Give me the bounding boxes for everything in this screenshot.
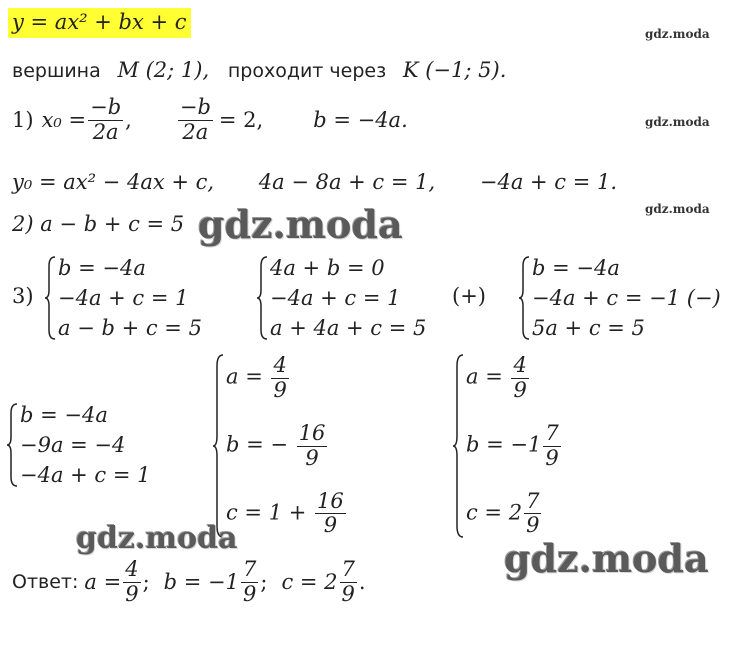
fraction-denominator: 2a (182, 119, 209, 144)
watermark-large: gdz.moda (504, 536, 709, 581)
answer-a-fraction (123, 558, 140, 606)
system-row: b = −4a (532, 256, 620, 280)
c-lhs: c = 2 (466, 500, 523, 525)
answer-c-fraction (340, 558, 357, 606)
b-fraction (543, 422, 560, 470)
system-row: −4a + c = 1 (270, 285, 401, 310)
plus-sign: (+) (452, 284, 486, 308)
system-row: 4a + b = 0 (270, 256, 385, 280)
fraction-numerator: −b (90, 95, 122, 119)
watermark-small: gdz.moda (645, 202, 710, 216)
c-fraction (315, 490, 346, 538)
system-row (226, 490, 348, 538)
equation-header (8, 12, 191, 33)
vertex-word: вершина (12, 60, 101, 82)
b-lhs: b = −1 (466, 432, 542, 457)
c-fraction (524, 490, 541, 538)
fraction-numerator: 4 (125, 557, 139, 581)
fraction-denominator: 9 (243, 581, 257, 606)
system-row: −4a + c = 1 (20, 462, 151, 487)
left-brace-icon (256, 256, 268, 340)
system-row: a + 4a + c = 5 (270, 315, 427, 340)
y0-simplified: −4a + c = 1. (479, 170, 618, 194)
step2-line: 2) a − b + c = 5 (12, 212, 185, 236)
watermark-small: gdz.moda (645, 27, 710, 41)
fraction-denominator: 9 (125, 581, 139, 606)
system-1-rows (58, 256, 202, 340)
system-row: b = −4a (58, 256, 146, 280)
y0-line (12, 172, 617, 193)
a-fraction (511, 354, 528, 402)
separator: ; (260, 569, 268, 594)
system-row: −4a + c = 1 (58, 285, 189, 310)
fraction-denominator: 9 (323, 513, 338, 538)
fraction-denominator: 9 (545, 445, 559, 470)
system-row (466, 354, 563, 402)
system-row (226, 354, 348, 402)
fraction-denominator: 2a (92, 119, 119, 144)
fraction-numerator: 7 (243, 557, 257, 581)
system-row (466, 490, 563, 538)
fraction-equals-two: = 2, (218, 107, 264, 132)
system-a-rows (20, 403, 151, 487)
fraction-numerator: 7 (526, 488, 540, 513)
system-3-rows (532, 256, 721, 340)
system-row: 5a + c = 5 (532, 315, 645, 340)
system-row (466, 422, 563, 470)
y0-substitution: 4a − 8a + c = 1, (258, 170, 436, 194)
c-lhs: c = 1 + (226, 500, 307, 525)
system-3 (518, 256, 721, 340)
system-row: b = −4a (20, 403, 108, 427)
answer-b-fraction (241, 558, 258, 606)
x0-fraction (88, 96, 123, 144)
fraction-numerator: 16 (298, 420, 326, 445)
system-c (452, 354, 563, 538)
answer-b-lhs: b = −1 (163, 569, 239, 594)
condition-line (12, 60, 506, 81)
y0-equation: y₀ = ax² − 4ax + c, (12, 170, 215, 194)
system-row: −9a = −4 (20, 432, 126, 457)
period: . (358, 569, 366, 594)
step1-label: 1) (12, 107, 34, 132)
left-brace-icon (6, 403, 18, 487)
answer-label: Ответ: (12, 570, 79, 593)
separator: ; (142, 569, 150, 594)
vertex-fraction (178, 96, 213, 144)
fraction-denominator: 9 (273, 377, 287, 402)
comma: , (125, 107, 132, 132)
step3-label: 3) (12, 284, 34, 308)
system-row: a − b + c = 5 (58, 315, 202, 340)
a-fraction (271, 354, 288, 402)
fraction-numerator: 16 (317, 488, 344, 513)
fraction-denominator: 9 (526, 513, 540, 538)
answer-a-lhs: a = (84, 569, 122, 594)
fraction-numerator: 4 (273, 353, 287, 377)
left-brace-icon (212, 354, 224, 538)
answer-line (12, 558, 366, 606)
a-lhs: a = (226, 364, 263, 389)
watermark-large: gdz.moda (198, 202, 403, 247)
fraction-denominator: 9 (341, 581, 355, 606)
left-brace-icon (44, 256, 56, 340)
fraction-denominator: 9 (305, 445, 319, 470)
fraction-numerator: 7 (341, 557, 355, 581)
watermark-small: gdz.moda (645, 115, 710, 129)
b-result: b = −4a. (313, 107, 408, 132)
answer-c-lhs: c = 2 (281, 569, 338, 594)
fraction-numerator: 7 (545, 420, 559, 445)
watermark-medium: gdz.moda (76, 521, 238, 556)
left-brace-icon (452, 354, 464, 538)
equation-text: y = ax² + bx + c (8, 8, 191, 38)
system-row (226, 422, 348, 470)
x0-lhs: x₀ = (41, 107, 87, 132)
system-b-rows (226, 354, 348, 538)
fraction-numerator: 4 (513, 353, 527, 377)
system-2-rows (270, 256, 426, 340)
a-lhs: a = (466, 364, 503, 389)
given-point: K (−1; 5). (402, 58, 507, 82)
left-brace-icon (518, 256, 530, 340)
system-a (6, 403, 151, 487)
system-1 (44, 256, 202, 340)
fraction-denominator: 9 (513, 377, 527, 402)
passes-through-text: проходит через (227, 60, 387, 82)
vertex-point: M (2; 1), (117, 58, 210, 82)
system-c-rows (466, 354, 563, 538)
b-fraction (297, 422, 328, 470)
step1-line (12, 96, 408, 144)
fraction-numerator: −b (179, 95, 211, 119)
system-row: −4a + c = −1 (−) (532, 285, 721, 310)
b-lhs: b = − (226, 432, 288, 457)
system-b (212, 354, 348, 538)
system-2 (256, 256, 426, 340)
